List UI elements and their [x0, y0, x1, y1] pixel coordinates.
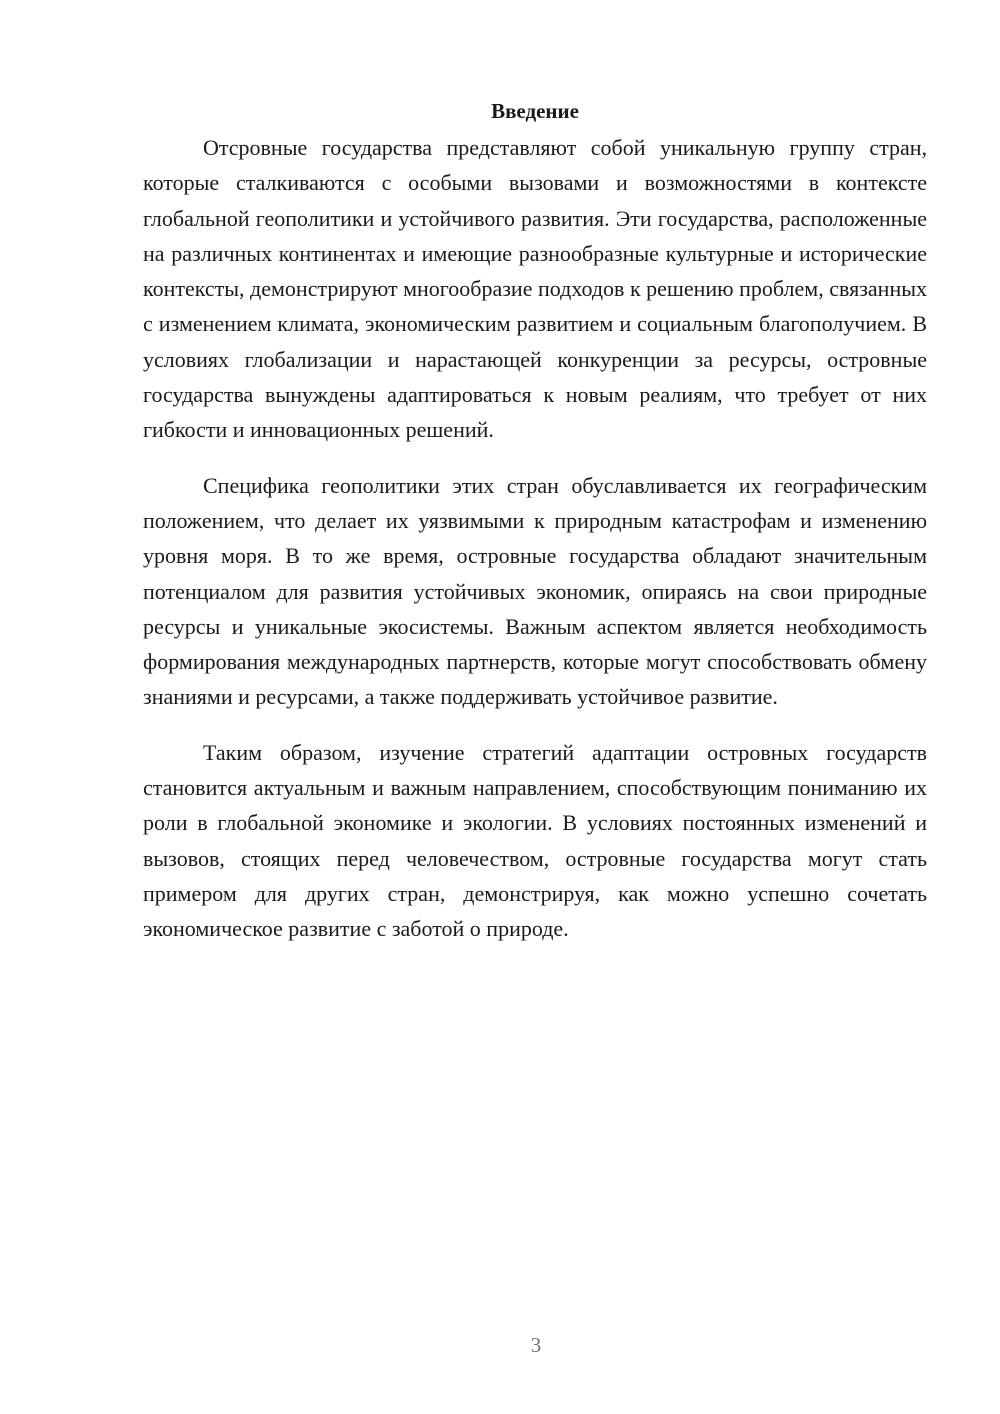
paragraph-3: Таким образом, изучение стратегий адаптации островных государств становится актуальным и важным направлением, способствующим пониманию их роли в глобальной экономике и экологии. В условиях постоянных изменений и вызовов, стоящих перед человечеством, островные государства могут стать примером для других стран, демонстрируя, как можно успешно сочетать экономическое развитие с заботой о природе. [143, 739, 927, 942]
page-number: 3 [530, 1333, 542, 1357]
page-content [143, 96, 927, 967]
paragraph-1: Отсровные государства представляют собой уникальную группу стран, которые сталкиваются с особыми вызовами и возможностями в контексте глобальной геополитики и устойчивого развития. Эти государства, расположенные на различных континентах и имеющие разнообразные культурные и исторические контексты, демонстрируют многообразие подходов к решению проблем, связанных с изменением климата, экономическим развитием и социальным благополучием. В условиях глобализации и нарастающей конкуренции за ресурсы, островные государства вынуждены адаптироваться к новым реалиям, что требует от них гибкости и инновационных решений. [143, 135, 927, 443]
section-title: Введение [491, 99, 579, 123]
paragraph-2: Специфика геополитики этих стран обуславливается их географическим положением, что делает их уязвимыми к природным катастрофам и изменению уровня моря. В то же время, островные государства обладают значительным потенциалом для развития устойчивых экономик, опираясь на свои природные ресурсы и уникальные экосистемы. Важным аспектом является необходимость формирования международных партнерств, которые могут способствовать обмену знаниями и ресурсами, а также поддерживать устойчивое развитие. [143, 472, 927, 710]
